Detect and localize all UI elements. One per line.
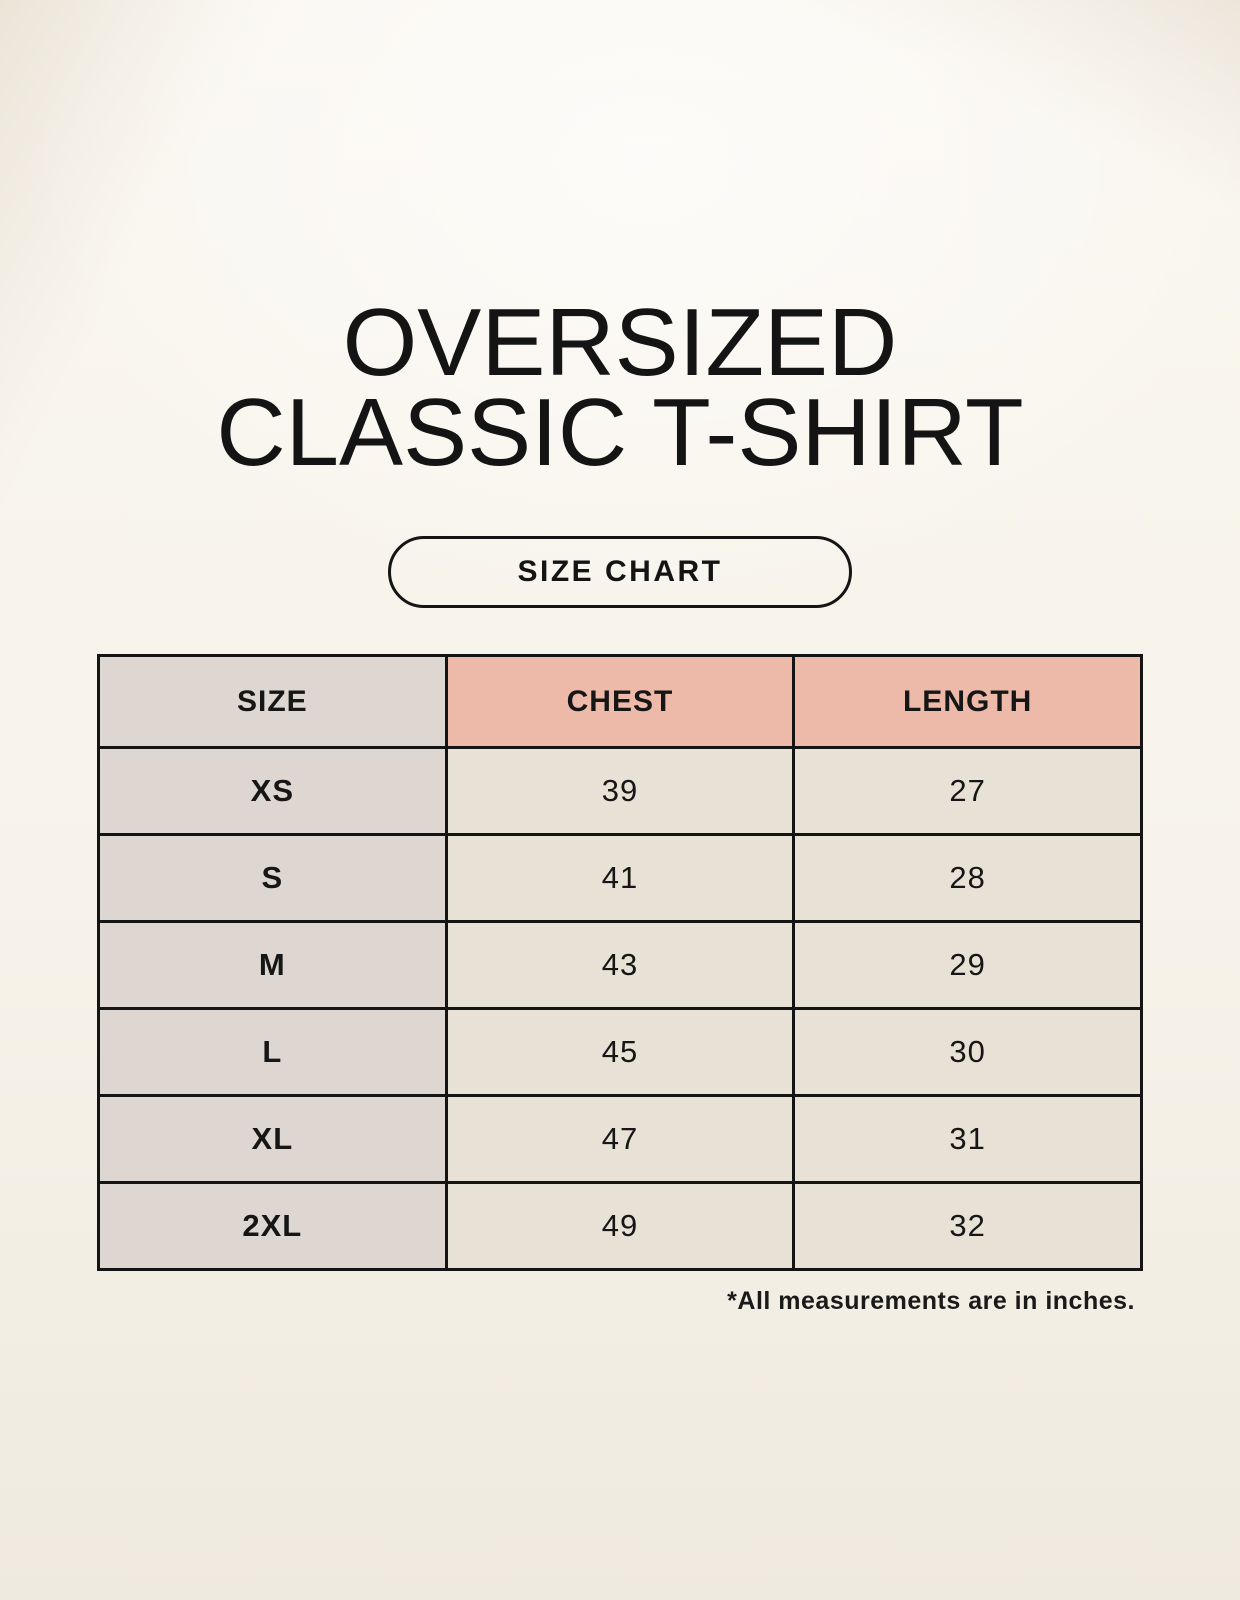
measurements-footnote: *All measurements are in inches. — [727, 1287, 1135, 1315]
size-chart-button[interactable]: SIZE CHART — [388, 536, 852, 608]
length-value: 31 — [794, 1096, 1142, 1183]
length-value: 32 — [794, 1183, 1142, 1270]
page-title — [0, 289, 1240, 486]
table-row-xs — [99, 748, 1142, 835]
table-row-s — [99, 835, 1142, 922]
size-label: S — [99, 835, 447, 922]
column-header-size: SIZE — [99, 656, 447, 748]
chest-value: 41 — [446, 835, 794, 922]
chest-value: 45 — [446, 1009, 794, 1096]
table-header-row — [99, 656, 1142, 748]
size-label: L — [99, 1009, 447, 1096]
size-label: XS — [99, 748, 447, 835]
chest-value: 43 — [446, 922, 794, 1009]
page-title-line-2: CLASSIC T-SHIRT — [216, 379, 1024, 486]
table-row-l — [99, 1009, 1142, 1096]
chest-value: 47 — [446, 1096, 794, 1183]
size-label: 2XL — [99, 1183, 447, 1270]
length-value: 29 — [794, 922, 1142, 1009]
table-row-xl — [99, 1096, 1142, 1183]
chest-value: 49 — [446, 1183, 794, 1270]
length-value: 28 — [794, 835, 1142, 922]
length-value: 27 — [794, 748, 1142, 835]
size-label: XL — [99, 1096, 447, 1183]
page-title-line-1: OVERSIZED — [342, 289, 898, 396]
size-chart-table — [97, 654, 1143, 1271]
table-row-m — [99, 922, 1142, 1009]
table-row-2xl — [99, 1183, 1142, 1270]
length-value: 30 — [794, 1009, 1142, 1096]
chest-value: 39 — [446, 748, 794, 835]
size-label: M — [99, 922, 447, 1009]
column-header-chest: CHEST — [446, 656, 794, 748]
column-header-length: LENGTH — [794, 656, 1142, 748]
